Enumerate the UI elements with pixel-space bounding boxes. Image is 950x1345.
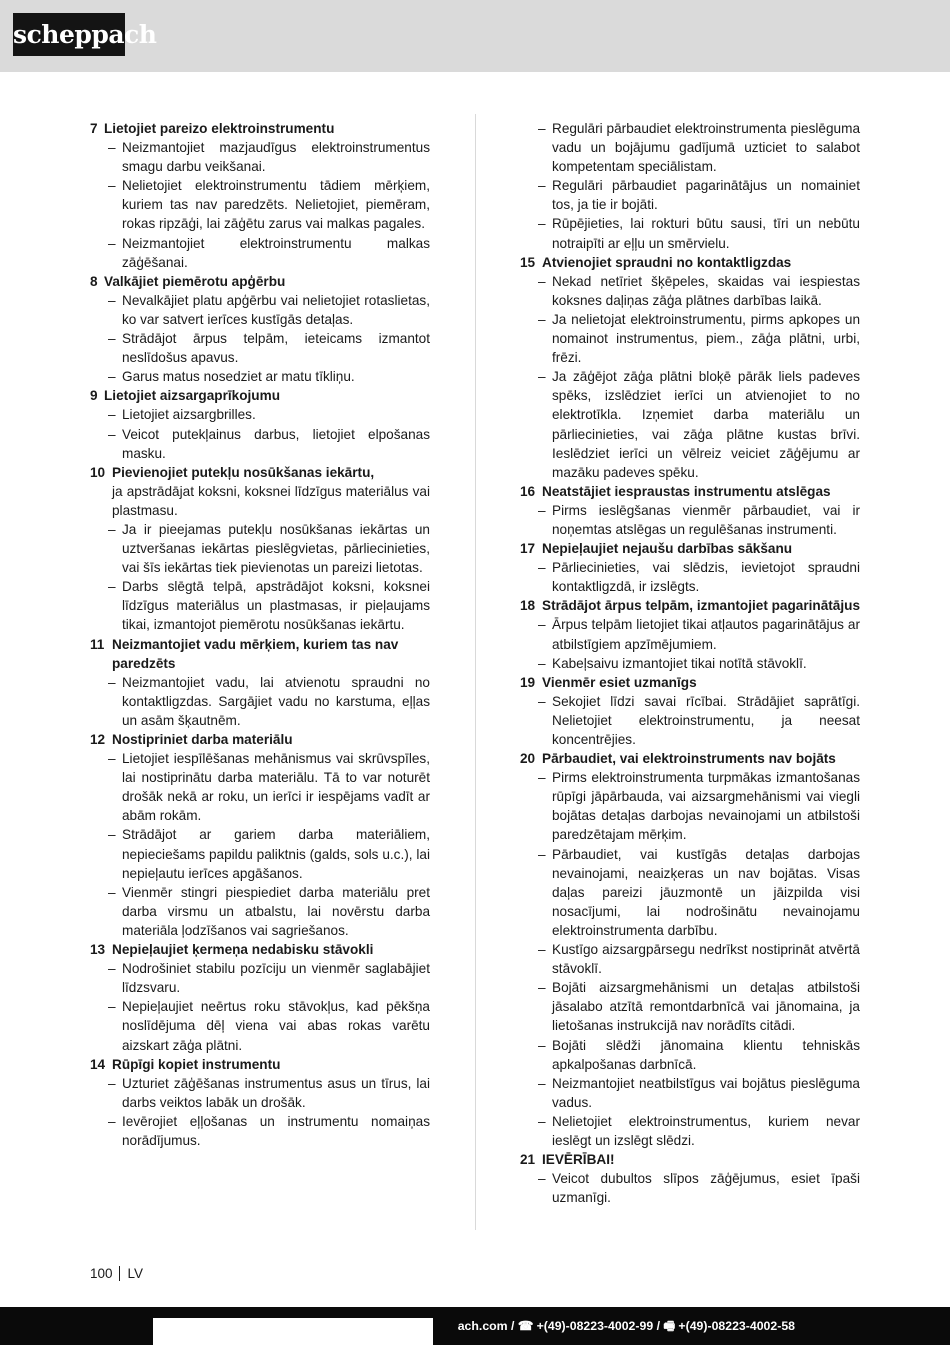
section-heading bbox=[90, 119, 430, 138]
dash-bullet: – bbox=[108, 751, 116, 767]
section bbox=[520, 1150, 860, 1207]
list-item bbox=[520, 615, 860, 653]
list-item bbox=[520, 176, 860, 214]
list-item bbox=[90, 1112, 430, 1150]
dash-bullet: – bbox=[538, 770, 546, 786]
section-title: Strādājot ārpus telpām, izmantojiet pagarinātājus bbox=[542, 598, 861, 614]
list-item bbox=[90, 577, 430, 634]
brand-logo: scheppach bbox=[13, 13, 125, 56]
list-item bbox=[90, 176, 430, 233]
list-item-text: Regulāri pārbaudiet pagarinātājus un nomainiet tos, ja tie ir bojāti. bbox=[552, 178, 860, 213]
section-heading bbox=[520, 253, 860, 272]
section-title: Pievienojiet putekļu nosūkšanas iekārtu, bbox=[112, 464, 375, 480]
list-item-text: Pirms ieslēgšanas vienmēr pārbaudiet, vai ir noņemtas atslēgas un regulēšanas instrumenti. bbox=[552, 502, 860, 537]
section bbox=[90, 272, 430, 387]
section-title: Vienmēr esiet uzmanīgs bbox=[542, 674, 697, 690]
dash-bullet: – bbox=[538, 502, 546, 518]
list-item bbox=[520, 1074, 860, 1112]
dash-bullet: – bbox=[108, 521, 116, 537]
section-number: 21 bbox=[520, 1152, 536, 1168]
list-item-text: Nekad netīriet šķēpeles, skaidas vai iespiestas koksnes daļiņas zāģa plātnes darbības laikā. bbox=[552, 273, 860, 308]
right-column bbox=[520, 119, 860, 1207]
section-number: 10 bbox=[90, 464, 106, 480]
list-item bbox=[520, 978, 860, 1035]
list-item-text: Neizmantojiet neatbilstīgus vai bojātus pieslēguma vadus. bbox=[552, 1075, 860, 1110]
section-number: 9 bbox=[90, 388, 98, 404]
section-heading bbox=[90, 635, 430, 673]
dash-bullet: – bbox=[108, 1113, 116, 1129]
list-item bbox=[520, 940, 860, 978]
section-number: 11 bbox=[90, 636, 105, 652]
dash-bullet: – bbox=[108, 407, 116, 423]
section-title: Nepieļaujiet nejaušu darbības sākšanu bbox=[542, 541, 793, 557]
section bbox=[90, 1055, 430, 1150]
section-title: Lietojiet aizsargaprīkojumu bbox=[104, 388, 281, 404]
list-item bbox=[520, 1169, 860, 1207]
dash-bullet: – bbox=[108, 1075, 116, 1091]
section-number: 20 bbox=[520, 751, 536, 767]
list-item-text: Sekojiet līdzi savai rīcībai. Strādājiet saprātīgi. Nelietojiet elektroinstrumentu, ja neesat koncentrējies. bbox=[552, 693, 860, 747]
list-item-text: Veicot dubultos slīpos zāģējumus, esiet īpaši uzmanīgi. bbox=[552, 1171, 860, 1206]
list-item-text: Ja zāģējot zāģa plātni bloķē pārāk liels padeves spēks, izslēdziet ierīci un atvienojiet to no elektrotīkla. Izņemiet darba materiālu un pārliecinieties, vai zāģa plātne kustas brīvi. Ieslēdziet ierīci un vēlreiz veiciet zāģējumu ar mazāku padeves spēku. bbox=[552, 369, 860, 480]
dash-bullet: – bbox=[538, 846, 546, 862]
list-item-text: Lietojiet aizsargbrilles. bbox=[122, 407, 256, 423]
list-item-text: Vienmēr stingri piespiediet darba materiālu pret darba virsmu un atbalstu, lai novērstu darba materiāla ļodzīšanos vai sagriešanos. bbox=[122, 884, 430, 938]
section-heading bbox=[90, 730, 430, 749]
list-item bbox=[90, 138, 430, 176]
list-item-text: Kustīgo aizsargpārsegu nedrīkst nostiprināt atvērtā stāvoklī. bbox=[552, 942, 860, 977]
section-number: 13 bbox=[90, 942, 106, 958]
list-item bbox=[520, 272, 860, 310]
dash-bullet: – bbox=[108, 884, 116, 900]
list-item bbox=[90, 425, 430, 463]
list-item bbox=[90, 405, 430, 424]
section-title: Rūpīgi kopiet instrumentu bbox=[112, 1056, 281, 1072]
list-item bbox=[90, 367, 430, 386]
dash-bullet: – bbox=[108, 827, 116, 843]
dash-bullet: – bbox=[108, 292, 116, 308]
list-item-text: Nevalkājiet platu apģērbu vai nelietojiet rotaslietas, ko var satvert ierīces kustīgās detaļas. bbox=[122, 292, 430, 327]
dash-bullet: – bbox=[538, 942, 546, 958]
dash-bullet: – bbox=[108, 235, 116, 251]
section-number: 19 bbox=[520, 674, 536, 690]
section bbox=[520, 253, 860, 482]
list-item bbox=[90, 883, 430, 940]
dash-bullet: – bbox=[108, 140, 116, 156]
list-item-text: Ievērojiet eļļošanas un instrumentu nomaiņas norādījumus. bbox=[122, 1113, 430, 1148]
list-item bbox=[520, 501, 860, 539]
dash-bullet: – bbox=[108, 331, 116, 347]
dash-bullet: – bbox=[108, 579, 116, 595]
list-item-text: Ja nelietojat elektroinstrumentu, pirms apkopes un nomainot instrumentus, piem., zāģa plātni, urbi, frēzi. bbox=[552, 311, 860, 366]
section-title: Nostipriniet darba materiālu bbox=[112, 732, 293, 747]
list-item-text: Rūpējieties, lai rokturi būtu sausi, tīri un nebūtu notraipīti ar eļļu un smērvielu. bbox=[552, 216, 860, 251]
list-item bbox=[520, 367, 860, 482]
list-item-text: Bojāti slēdži jānomaina klientu tehniskās apkalpošanas darbnīcā. bbox=[552, 1037, 860, 1072]
list-item-text: Pārliecinieties, vai slēdzis, ievietojot spraudni kontaktligzdā, ir izslēgts. bbox=[552, 560, 860, 595]
section-number: 18 bbox=[520, 598, 536, 614]
separator-bar bbox=[119, 1266, 120, 1281]
section bbox=[90, 463, 430, 635]
list-item-text: Nodrošiniet stabilu pozīciju un vienmēr saglabājiet līdzsvaru. bbox=[122, 961, 430, 996]
language-code: LV bbox=[127, 1266, 144, 1281]
section-title: Pārbaudiet, vai elektroinstruments nav bojāts bbox=[542, 751, 836, 767]
section-heading bbox=[90, 463, 430, 482]
dash-bullet: – bbox=[538, 617, 546, 633]
list-item-text: Nepieļaujiet neērtus roku stāvokļus, kad pēkšņa noslīdējuma dēļ viena vai abas rokas varētu aizskart zāģa plātni. bbox=[122, 999, 430, 1053]
list-item-text: Bojāti aizsargmehānismi un detaļas atbilstoši jāsalabo atzītā remontdarbnīcā vai jānomaina, ja lietošanas instrukcijā nav norādīts citādi. bbox=[552, 980, 860, 1034]
section-number: 12 bbox=[90, 732, 106, 747]
list-item-text: Neizmantojiet mazjaudīgus elektroinstrumentus smagu darbu veikšanai. bbox=[122, 140, 430, 175]
list-item-text: Uzturiet zāģēšanas instrumentus asus un tīrus, lai darbs veiktos labāk un drošāk. bbox=[122, 1075, 430, 1110]
section-intro: ja apstrādājat koksni, koksnei līdzīgus materiālus vai plastmasu. bbox=[112, 483, 430, 518]
list-item-text: Nelietojiet elektroinstrumentu tādiem mērķiem, kuriem tas nav paredzēts. Nelietojiet, piemēram, rokas ripzāģi, lai zāģētu zarus vai malkas pagales. bbox=[122, 178, 430, 232]
dash-bullet: – bbox=[538, 311, 546, 327]
list-item bbox=[520, 310, 860, 367]
list-item bbox=[520, 654, 860, 673]
section-number: 17 bbox=[520, 541, 536, 557]
section bbox=[520, 596, 860, 672]
section bbox=[90, 940, 430, 1055]
page-footer-label bbox=[90, 1266, 143, 1281]
section-heading bbox=[90, 1055, 430, 1074]
list-item-text: Kabeļsaivu izmantojiet tikai notītā stāvoklī. bbox=[552, 655, 807, 671]
dash-bullet: – bbox=[538, 121, 546, 136]
section-title: Lietojiet pareizo elektroinstrumentu bbox=[104, 121, 335, 136]
section bbox=[90, 119, 430, 272]
left-column bbox=[90, 119, 430, 1150]
dash-bullet: – bbox=[538, 655, 546, 671]
section-title: Atvienojiet spraudni no kontaktligzdas bbox=[542, 254, 792, 270]
list-item bbox=[520, 1036, 860, 1074]
section bbox=[520, 539, 860, 596]
list-item-text: Pārbaudiet, vai kustīgās detaļas darbojas nevainojami, neaizķeras un nav bojātas. Visas daļas pareizi jāuzmontē un jāizpilda visi nosacījumi, lai nodrošinātu nevainojamu elektroinstrumenta darbību. bbox=[552, 846, 860, 938]
list-item-text: Ja ir pieejamas putekļu nosūkšanas iekārtas un uztveršanas iekārtas pieslēgvietas, pārliecinieties, vai šīs iekārtas tiek pievienotas un pareizi lietotas. bbox=[122, 521, 430, 576]
list-item bbox=[90, 291, 430, 329]
section-heading bbox=[520, 1150, 860, 1169]
section-number: 16 bbox=[520, 483, 536, 499]
dash-bullet: – bbox=[538, 178, 546, 194]
section-heading bbox=[520, 596, 860, 615]
section-heading bbox=[520, 539, 860, 558]
column-divider bbox=[475, 114, 476, 1230]
dash-bullet: – bbox=[108, 426, 116, 442]
section-number: 15 bbox=[520, 254, 536, 270]
list-item-text: Strādājot ar gariem darba materiāliem, nepieciešams papildu paliktnis (galds, sols u.c.), lai nepieļautu ierīces apgāšanos. bbox=[122, 827, 430, 881]
list-item-text: Lietojiet iespīlēšanas mehānismus vai skrūvspīles, lai nostiprinātu darba materiālu. Tā to var noturēt drošāk nekā ar roku, un ierīci ir iespējams vadīt ar abām rokām. bbox=[122, 751, 430, 824]
dash-bullet: – bbox=[108, 674, 116, 690]
list-item-text: Neizmantojiet elektroinstrumentu malkas zāģēšanai. bbox=[122, 235, 430, 270]
list-item bbox=[90, 1074, 430, 1112]
list-item-text: Neizmantojiet vadu, lai atvienotu spraudni no kontaktligzdas. Sargājiet vadu no karstuma, eļļas un asām šķautnēm. bbox=[122, 674, 430, 728]
list-item bbox=[520, 214, 860, 252]
dash-bullet: – bbox=[538, 1037, 546, 1053]
dash-bullet: – bbox=[538, 1113, 546, 1129]
list-item bbox=[90, 959, 430, 997]
list-item bbox=[520, 692, 860, 749]
dash-bullet: – bbox=[108, 961, 116, 977]
section-title: Neatstājiet iespraustas instrumentu atslēgas bbox=[542, 483, 831, 499]
dash-bullet: – bbox=[538, 693, 546, 709]
dash-bullet: – bbox=[538, 1171, 546, 1187]
dash-bullet: – bbox=[108, 178, 116, 194]
list-item bbox=[90, 673, 430, 730]
header-bar bbox=[0, 0, 950, 72]
list-item bbox=[90, 825, 430, 882]
list-item bbox=[520, 119, 860, 176]
list-item-text: Strādājot ārpus telpām, ieteicams izmantot neslīdošus apavus. bbox=[122, 331, 430, 366]
section bbox=[90, 635, 430, 730]
section-title: IEVĒRĪBAI! bbox=[542, 1152, 615, 1168]
section-number: 14 bbox=[90, 1056, 106, 1072]
section-heading bbox=[90, 940, 430, 959]
dash-bullet: – bbox=[108, 369, 116, 385]
dash-bullet: – bbox=[538, 216, 546, 232]
list-item bbox=[520, 768, 860, 844]
dash-bullet: – bbox=[538, 560, 546, 576]
dash-bullet: – bbox=[538, 273, 546, 289]
section bbox=[520, 482, 860, 539]
list-item bbox=[90, 329, 430, 367]
page-number: 100 bbox=[90, 1266, 113, 1281]
dash-bullet: – bbox=[108, 999, 116, 1015]
list-item bbox=[520, 558, 860, 596]
list-item bbox=[90, 520, 430, 577]
section-number: 8 bbox=[90, 273, 98, 289]
list-item-text: Veicot putekļainus darbus, lietojiet elpošanas masku. bbox=[122, 426, 430, 461]
section bbox=[520, 119, 860, 253]
dash-bullet: – bbox=[538, 980, 546, 996]
list-item-text: Garus matus nosedziet ar matu tīkliņu. bbox=[122, 369, 355, 385]
section-heading bbox=[90, 386, 430, 405]
list-item bbox=[520, 1112, 860, 1150]
dash-bullet: – bbox=[538, 1075, 546, 1091]
section bbox=[520, 673, 860, 749]
section-heading bbox=[520, 673, 860, 692]
footer-contact: ach.com / ☎ +(49)-08223-4002-99 / 🖷 +(49)-08223-4002-58 bbox=[457, 1319, 795, 1333]
section-title: Valkājiet piemērotu apģērbu bbox=[104, 273, 286, 289]
section-title: Nepieļaujiet ķermeņa nedabisku stāvokli bbox=[112, 942, 374, 958]
section bbox=[90, 386, 430, 462]
dash-bullet: – bbox=[538, 369, 546, 385]
list-item-text: Regulāri pārbaudiet elektroinstrumenta pieslēguma vadu un bojājumu gadījumā uzticiet to salabot kompetentam speciālistam. bbox=[552, 121, 860, 175]
list-item bbox=[520, 845, 860, 940]
list-item-text: Nelietojiet elektroinstrumentus, kuriem nevar ieslēgt un izslēgt slēdzi. bbox=[552, 1113, 860, 1148]
section-heading bbox=[520, 482, 860, 501]
section bbox=[90, 730, 430, 940]
list-item-text: Pirms elektroinstrumenta turpmākas izmantošanas rūpīgi jāpārbauda, vai aizsargmehānismi vai viegli bojātas detaļas darbojas nevainojami un atbilstoši paredzētajam mērķim. bbox=[552, 770, 860, 843]
list-item bbox=[90, 749, 430, 825]
list-item bbox=[90, 997, 430, 1054]
section-heading bbox=[520, 749, 860, 768]
list-item-text: Darbs slēgtā telpā, apstrādājot koksni, koksnei līdzīgus materiālus un plastmasas, ir pieļaujams tikai, izmantojot piemērotu nosūkšanas iekārtu. bbox=[122, 579, 430, 633]
list-item-text: Ārpus telpām lietojiet tikai atļautos pagarinātājus ar atbilstīgiem apzīmējumiem. bbox=[552, 617, 860, 652]
list-item bbox=[90, 234, 430, 272]
section-number: 7 bbox=[90, 121, 98, 136]
section bbox=[520, 749, 860, 1150]
section-title: Neizmantojiet vadu mērķiem, kuriem tas nav paredzēts bbox=[112, 636, 399, 671]
section-heading bbox=[90, 272, 430, 291]
